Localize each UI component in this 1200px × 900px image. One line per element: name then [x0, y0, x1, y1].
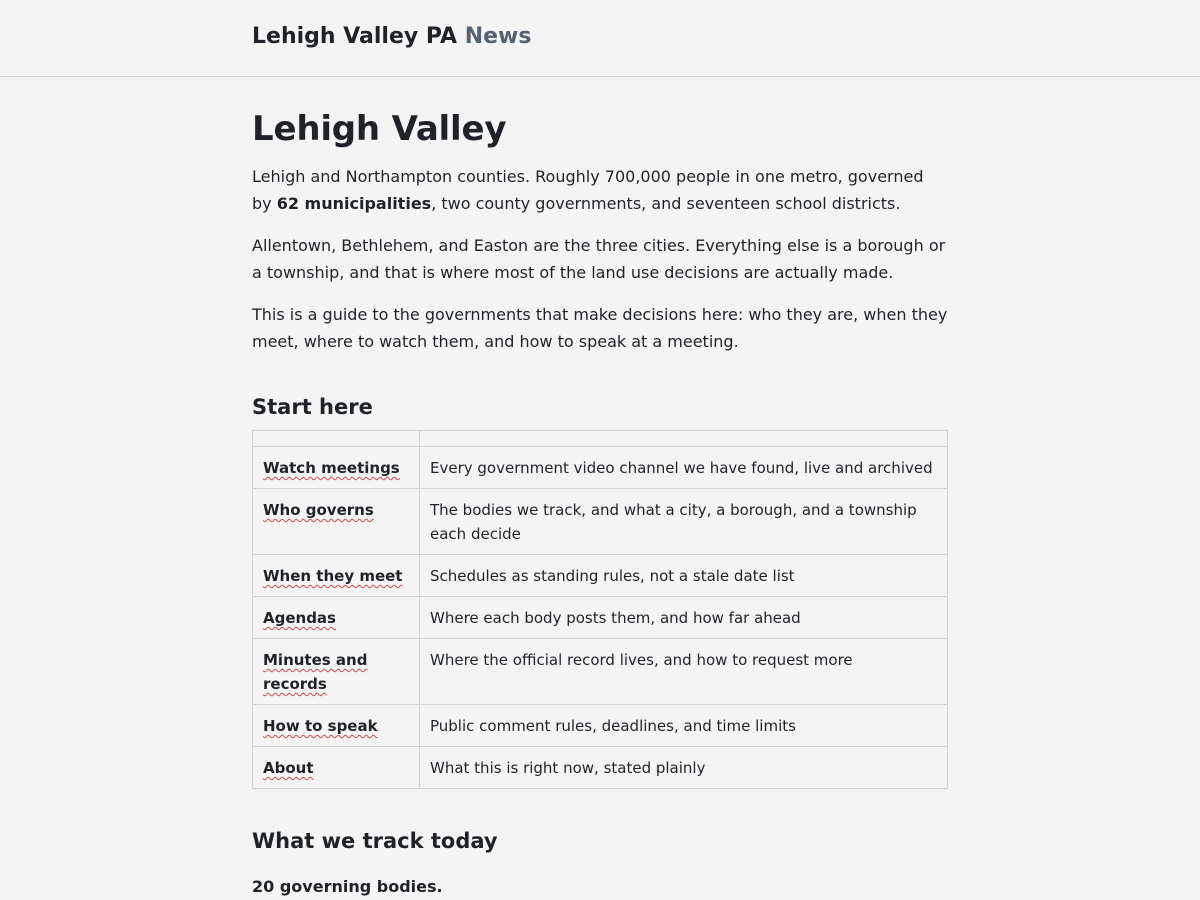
intro-paragraph-1: [252, 163, 948, 217]
governing-bodies-count: 20 governing bodies.: [252, 877, 443, 896]
description-cell: The bodies we track, and what a city, a borough, and a township each decide: [420, 489, 948, 555]
link-cell: [253, 747, 420, 789]
link-when-they-meet[interactable]: When they meet: [263, 567, 403, 585]
link-about[interactable]: About: [263, 759, 314, 777]
brand-name[interactable]: Lehigh Valley PA: [252, 24, 458, 49]
table-header-cell: [420, 431, 948, 447]
municipalities-count: 62 municipalities: [276, 194, 432, 213]
intro-paragraph-3: This is a guide to the governments that make decisions here: who they are, when they meet, where to watch them, and how to speak at a meeting.: [252, 305, 948, 351]
link-agendas[interactable]: Agendas: [263, 609, 336, 627]
link-watch-meetings[interactable]: Watch meetings: [263, 459, 400, 477]
table-row: [253, 639, 948, 705]
link-cell: [253, 447, 420, 489]
description-cell: Every government video channel we have found, live and archived: [420, 447, 948, 489]
link-cell: [253, 705, 420, 747]
page-title: Lehigh Valley: [252, 109, 507, 149]
intro-paragraph-2: Allentown, Bethlehem, and Easton are the three cities. Everything else is a borough or a township, and that is where most of the land use decisions are actually made.: [252, 236, 946, 282]
site-header: [0, 0, 1200, 77]
table-row: [253, 489, 948, 555]
table-row: [253, 705, 948, 747]
tracking-heading: What we track today: [252, 829, 498, 853]
intro-text-end: , two county governments, and seventeen school districts.: [431, 194, 901, 213]
start-here-heading: Start here: [252, 395, 373, 419]
table-header-cell: [253, 431, 420, 447]
link-who-governs[interactable]: Who governs: [263, 501, 374, 519]
description-cell: Public comment rules, deadlines, and time limits: [420, 705, 948, 747]
description-cell: Schedules as standing rules, not a stale date list: [420, 555, 948, 597]
brand-accent[interactable]: News: [464, 24, 532, 49]
table-row: [253, 447, 948, 489]
table-header-row: [253, 431, 948, 447]
start-here-table: [252, 430, 948, 789]
site-brand[interactable]: [252, 0, 948, 49]
description-cell: Where the official record lives, and how to request more: [420, 639, 948, 705]
link-how-to-speak[interactable]: How to speak: [263, 717, 378, 735]
intro-text-start: Lehigh and Northampton counties. Roughly 700,000 people in one metro, governed by: [252, 167, 924, 213]
table-row: [253, 555, 948, 597]
link-minutes-and-records[interactable]: Minutes and records: [263, 651, 368, 693]
link-cell: [253, 639, 420, 705]
table-row: [253, 747, 948, 789]
link-cell: [253, 597, 420, 639]
main-content: [252, 109, 948, 896]
description-cell: What this is right now, stated plainly: [420, 747, 948, 789]
link-cell: [253, 555, 420, 597]
table-row: [253, 597, 948, 639]
description-cell: Where each body posts them, and how far ahead: [420, 597, 948, 639]
link-cell: [253, 489, 420, 555]
